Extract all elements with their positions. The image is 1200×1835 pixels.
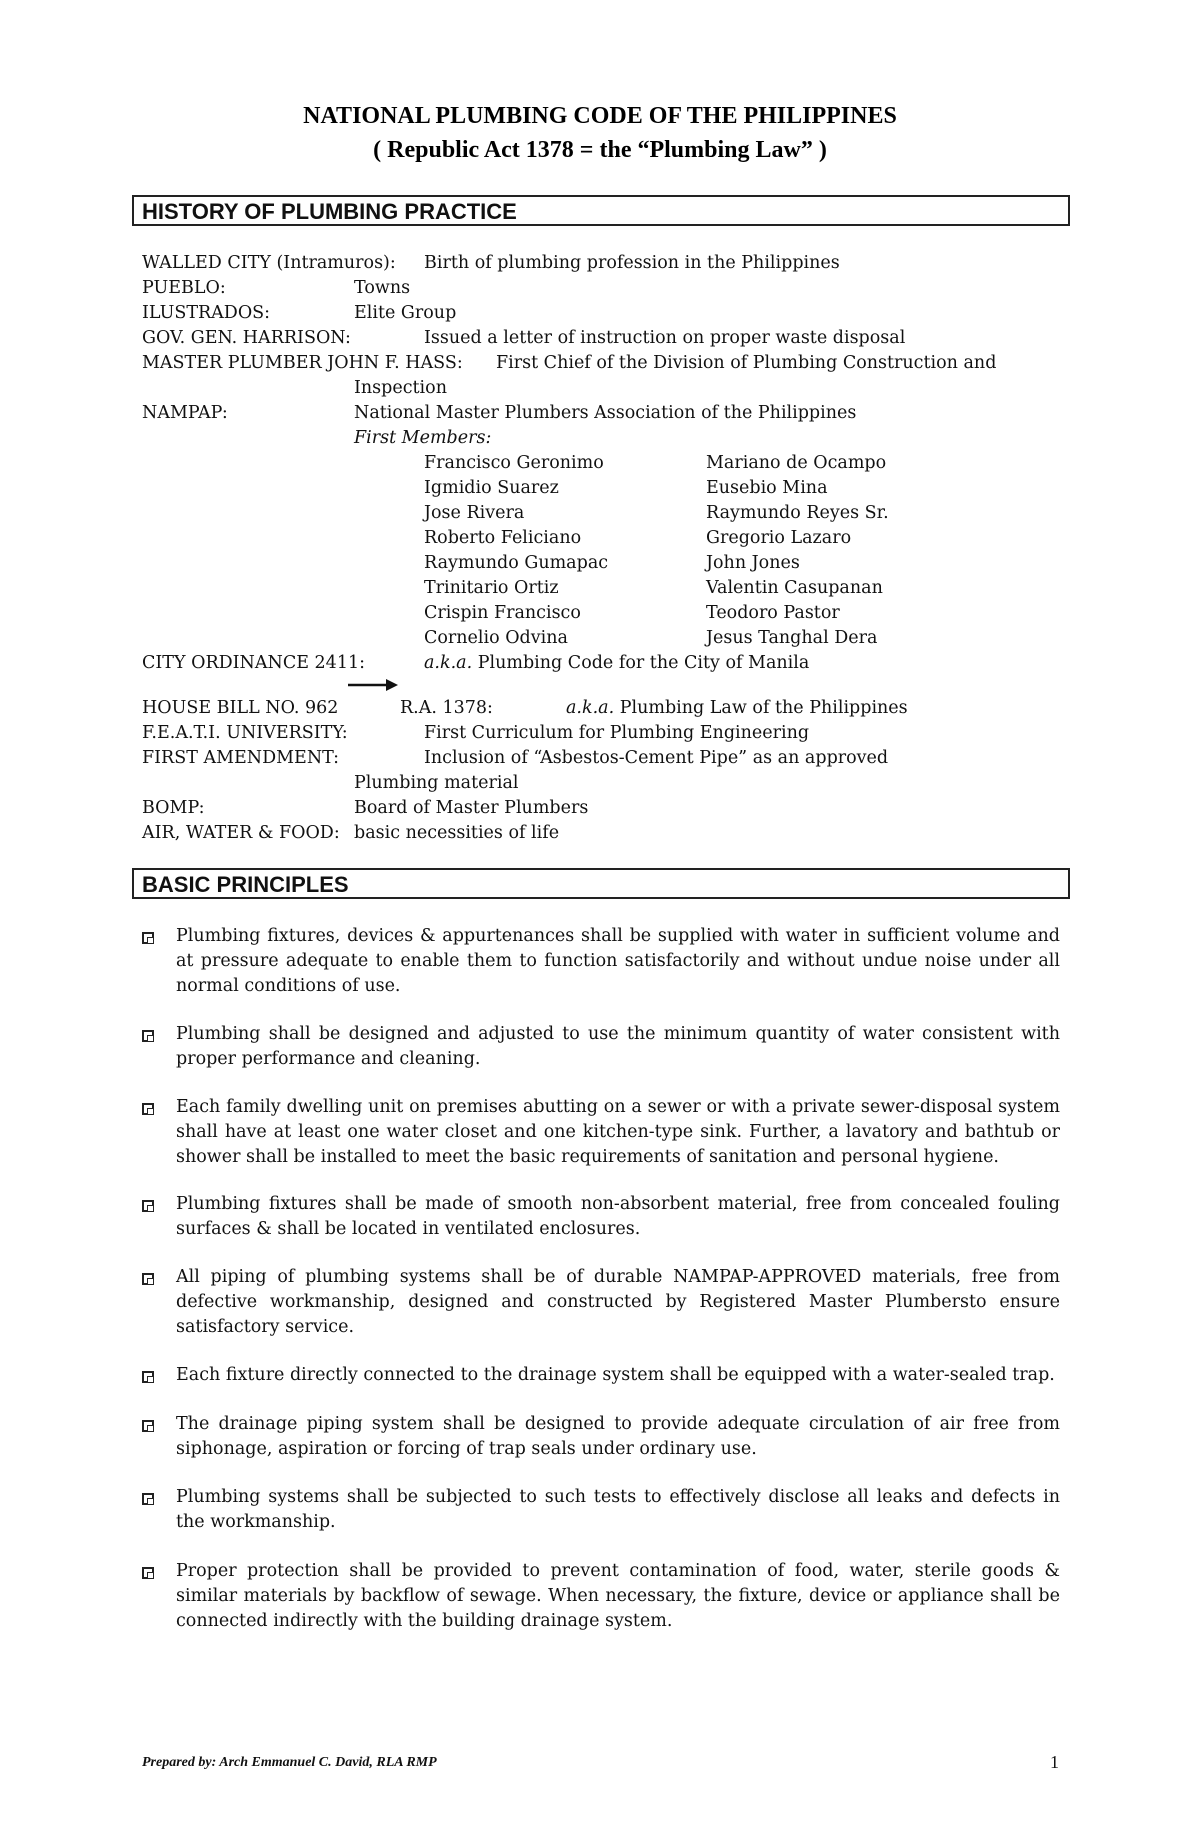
member-left: Roberto Feliciano (424, 528, 582, 548)
ordinance-label: CITY ORDINANCE 2411: (142, 653, 365, 673)
member-left: Igmidio Suarez (424, 478, 559, 498)
checkbox-bullet-icon (142, 1200, 154, 1212)
member-left: Raymundo Gumapac (424, 553, 609, 573)
harrison-value: Issued a letter of instruction on proper waste disposal (424, 328, 906, 348)
checkbox-bullet-icon (142, 1030, 154, 1042)
member-left: Trinitario Ortiz (424, 578, 559, 598)
nampap-value: National Master Plumbers Association of the Philippines (354, 403, 857, 423)
member-right: Mariano de Ocampo (706, 453, 887, 473)
principle-item: Plumbing shall be designed and adjusted to use the minimum quantity of water consistent with proper performance and cleaning. (176, 1024, 1060, 1069)
walled-city-label: WALLED CITY (Intramuros): (142, 253, 396, 273)
principles-heading: BASIC PRINCIPLES (142, 872, 349, 897)
ra-value (566, 700, 908, 718)
member-right: Gregorio Lazaro (706, 528, 852, 548)
checkbox-bullet-icon (142, 932, 154, 944)
bomp-value: Board of Master Plumbers (354, 798, 589, 818)
page-subtitle: ( Republic Act 1378 = the “Plumbing Law” ) (373, 137, 827, 163)
nampap-label: NAMPAP: (142, 403, 228, 423)
harrison-label: GOV. GEN. HARRISON: (142, 328, 351, 348)
awf-value: basic necessities of life (354, 823, 560, 843)
house-bill-label: HOUSE BILL NO. 962 (142, 698, 339, 718)
principle-item: Each family dwelling unit on premises abutting on a sewer or with a private sewer-disposal system shall have at least one water closet and one kitchen-type sink. Further, a lavatory and bathtub or shower shall be installed to meet the basic requirements of sanitation and personal hygiene. (176, 1097, 1060, 1167)
first-members-label: First Members: (354, 428, 492, 448)
pueblo-label: PUEBLO: (142, 278, 226, 298)
checkbox-bullet-icon (142, 1567, 154, 1579)
principle-item: Plumbing systems shall be subjected to such tests to effectively disclose all leaks and defects in the workmanship. (176, 1487, 1060, 1532)
member-right: Raymundo Reyes Sr. (706, 503, 889, 523)
page-title: NATIONAL PLUMBING CODE OF THE PHILIPPINES (303, 103, 897, 129)
member-right: Teodoro Pastor (706, 603, 840, 623)
ordinance-description: Plumbing Code for the City of Manila (472, 653, 810, 673)
principle-item: Plumbing fixtures shall be made of smooth non-absorbent material, free from concealed fouling surfaces & shall be located in ventilated enclosures. (176, 1194, 1060, 1239)
history-section-header (132, 195, 1070, 226)
ra-label: R.A. 1378: (400, 698, 493, 718)
feati-value: First Curriculum for Plumbing Engineering (424, 723, 810, 743)
member-right: Eusebio Mina (706, 478, 828, 498)
amendment-value-line1: Inclusion of “Asbestos-Cement Pipe” as an approved (424, 748, 889, 768)
member-left: Francisco Geronimo (424, 453, 604, 473)
member-left: Jose Rivera (424, 503, 525, 523)
member-right: Jesus Tanghal Dera (706, 628, 878, 648)
checkbox-bullet-icon (142, 1273, 154, 1285)
principles-section-header (132, 868, 1070, 899)
ilustrados-value: Elite Group (354, 303, 457, 323)
hass-value-line1: First Chief of the Division of Plumbing Construction and (496, 353, 997, 373)
amendment-value-line2: Plumbing material (354, 773, 519, 793)
ra-aka: a.k.a. (566, 698, 615, 718)
checkbox-bullet-icon (142, 1493, 154, 1505)
awf-label: AIR, WATER & FOOD: (142, 823, 340, 843)
checkbox-bullet-icon (142, 1371, 154, 1383)
arrow-right-icon (346, 677, 400, 693)
principle-item: Each fixture directly connected to the drainage system shall be equipped with a water-sealed trap. (176, 1365, 1055, 1385)
page-number: 1 (1050, 1752, 1059, 1772)
feati-label: F.E.A.T.I. UNIVERSITY: (142, 723, 348, 743)
member-right: Valentin Casupanan (706, 578, 883, 598)
checkbox-bullet-icon (142, 1103, 154, 1115)
member-right: John Jones (706, 553, 800, 573)
pueblo-value: Towns (354, 278, 411, 298)
ilustrados-label: ILUSTRADOS: (142, 303, 271, 323)
prepared-by: Prepared by: Arch Emmanuel C. David, RLA RMP (142, 1755, 437, 1770)
amendment-label: FIRST AMENDMENT: (142, 748, 340, 768)
principle-item: The drainage piping system shall be designed to provide adequate circulation of air free from siphonage, aspiration or forcing of trap seals under ordinary use. (176, 1414, 1060, 1459)
ordinance-aka: a.k.a. (424, 653, 473, 673)
walled-city-value: Birth of plumbing profession in the Philippines (424, 253, 840, 273)
member-left: Crispin Francisco (424, 603, 581, 623)
ra-description: Plumbing Law of the Philippines (614, 698, 908, 718)
bomp-label: BOMP: (142, 798, 205, 818)
principle-item: Plumbing fixtures, devices & appurtenances shall be supplied with water in sufficient volume and at pressure adequate to enable them to function satisfactorily and without undue noise under all normal conditions of use. (176, 926, 1060, 996)
hass-value-line2: Inspection (354, 378, 447, 398)
history-heading: HISTORY OF PLUMBING PRACTICE (142, 199, 517, 224)
ordinance-value (424, 655, 809, 673)
principle-item: Proper protection shall be provided to prevent contamination of food, water, sterile goods & similar materials by backflow of sewage. When necessary, the fixture, device or appliance shall be connected indirectly with the building drainage system. (176, 1561, 1060, 1631)
principle-item: All piping of plumbing systems shall be of durable NAMPAP-APPROVED materials, free from defective workmanship, designed and constructed by Registered Master Plumbersto ensure satisfactory service. (176, 1267, 1060, 1337)
member-left: Cornelio Odvina (424, 628, 568, 648)
checkbox-bullet-icon (142, 1420, 154, 1432)
hass-label: MASTER PLUMBER JOHN F. HASS: (142, 353, 463, 373)
